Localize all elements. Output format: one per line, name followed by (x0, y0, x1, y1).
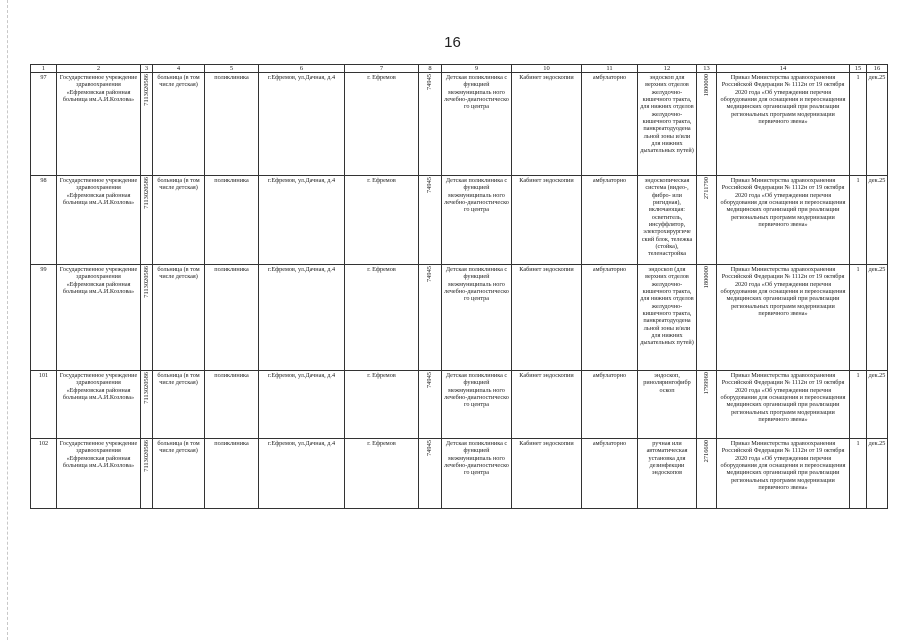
column-header: 8 (419, 65, 442, 73)
column-header: 7 (345, 65, 419, 73)
column-header: 3 (141, 65, 153, 73)
division-name: Детская поликлиника с функцией межмуниципаль ного лечебно-диагностическо го центра (442, 176, 512, 265)
price-cell (697, 439, 717, 509)
price: 2716600 (702, 440, 710, 463)
cabinet-name: Кабинет эндоскопии (512, 439, 582, 509)
organization-name: Государственное учреждение здравоохранения «Ефремовская районная больница им.А.И.Козлова» (57, 265, 141, 371)
org-code-cell (141, 371, 153, 439)
address: г.Ефремов, ул.Дачная, д.4 (259, 176, 345, 265)
org-code: 7113020586 (142, 177, 150, 209)
price-cell (697, 265, 717, 371)
okato-code: 74945 (426, 266, 434, 282)
table-row (31, 265, 888, 371)
organization-name: Государственное учреждение здравоохранения «Ефремовская районная больница им.А.И.Козлова» (57, 176, 141, 265)
row-number: 101 (31, 371, 57, 439)
equipment-name: эндоскоп, ринолярингофибр оскоп (638, 371, 697, 439)
unit-name: поликлиника (205, 73, 259, 176)
facility-type: больница (в том числе детская) (153, 439, 205, 509)
organization-name: Государственное учреждение здравоохранения «Ефремовская районная больница им.А.И.Козлова» (57, 439, 141, 509)
column-header: 1 (31, 65, 57, 73)
quantity: 1 (850, 73, 867, 176)
org-code-cell (141, 265, 153, 371)
unit-name: поликлиника (205, 176, 259, 265)
deadline: дек.25 (867, 371, 888, 439)
column-header: 9 (442, 65, 512, 73)
unit-name: поликлиника (205, 371, 259, 439)
unit-name: поликлиника (205, 439, 259, 509)
table-row (31, 371, 888, 439)
column-header: 2 (57, 65, 141, 73)
scan-edge-line (7, 0, 9, 640)
city: г. Ефремов (345, 176, 419, 265)
table-row (31, 439, 888, 509)
price: 1800000 (702, 266, 710, 289)
deadline: дек.25 (867, 265, 888, 371)
price-cell (697, 371, 717, 439)
regulatory-basis: Приказ Министерства здравоохранения Российской Федерации № 1112н от 19 октября 2020 года «Об утверждении перечня оборудования для оснащения и переоснащения медицинских организаций при реализации региональных программ модернизации первичного звена» (717, 73, 850, 176)
okato-code: 74945 (426, 177, 434, 193)
facility-type: больница (в том числе детская) (153, 176, 205, 265)
column-header: 14 (717, 65, 850, 73)
equipment-name: эндоскоп для верхних отделов желудочно-кишечного тракта, для нижних отделов желудочно-кишечного тракта, панкреатодуодена льной зоны и/или для нижних дыхательных путей) (638, 73, 697, 176)
address: г.Ефремов, ул.Дачная, д.4 (259, 73, 345, 176)
city: г. Ефремов (345, 371, 419, 439)
okato-cell (419, 73, 442, 176)
cabinet-name: Кабинет эндоскопии (512, 176, 582, 265)
header-row (31, 65, 888, 73)
care-mode: амбулаторно (582, 439, 638, 509)
column-header: 10 (512, 65, 582, 73)
org-code: 7113020586 (142, 74, 150, 106)
facility-type: больница (в том числе детская) (153, 73, 205, 176)
org-code-cell (141, 439, 153, 509)
page-number: 16 (444, 34, 461, 51)
cabinet-name: Кабинет эндоскопии (512, 371, 582, 439)
price: 2711790 (702, 177, 710, 200)
care-mode: амбулаторно (582, 371, 638, 439)
column-header: 15 (850, 65, 867, 73)
address: г.Ефремов, ул.Дачная, д.4 (259, 265, 345, 371)
deadline: дек.25 (867, 439, 888, 509)
okato-cell (419, 265, 442, 371)
cabinet-name: Кабинет эндоскопии (512, 265, 582, 371)
column-header: 16 (867, 65, 888, 73)
okato-code: 74945 (426, 440, 434, 456)
care-mode: амбулаторно (582, 265, 638, 371)
quantity: 1 (850, 176, 867, 265)
organization-name: Государственное учреждение здравоохранения «Ефремовская районная больница им.А.И.Козлова» (57, 371, 141, 439)
cabinet-name: Кабинет эндоскопии (512, 73, 582, 176)
quantity: 1 (850, 371, 867, 439)
city: г. Ефремов (345, 265, 419, 371)
city: г. Ефремов (345, 73, 419, 176)
table-row (31, 176, 888, 265)
org-code: 7113020586 (142, 266, 150, 298)
deadline: дек.25 (867, 176, 888, 265)
equipment-name: ручная или автоматическая установка для дезинфекции эндоскопов (638, 439, 697, 509)
quantity: 1 (850, 265, 867, 371)
column-header: 11 (582, 65, 638, 73)
org-code: 7113020586 (142, 372, 150, 404)
org-code-cell (141, 73, 153, 176)
okato-cell (419, 439, 442, 509)
column-header: 12 (638, 65, 697, 73)
regulatory-basis: Приказ Министерства здравоохранения Российской Федерации № 1112н от 19 октября 2020 года «Об утверждении перечня оборудования для оснащения и переоснащения медицинских организаций при реализации региональных программ модернизации первичного звена» (717, 439, 850, 509)
equipment-name: эндоскопическая система (видео-, фибро- или ригидная), включающая: осветитель, инсуффлятор, электрохирургиче ский блок, тележка (стойка), теленастройка (638, 176, 697, 265)
okato-cell (419, 176, 442, 265)
column-header: 5 (205, 65, 259, 73)
division-name: Детская поликлиника с функцией межмуниципаль ного лечебно-диагностическо го центра (442, 265, 512, 371)
table-row (31, 73, 888, 176)
regulatory-basis: Приказ Министерства здравоохранения Российской Федерации № 1112н от 19 октября 2020 года «Об утверждении перечня оборудования для оснащения и переоснащения медицинских организаций при реализации региональных программ модернизации первичного звена» (717, 265, 850, 371)
address: г.Ефремов, ул.Дачная, д.4 (259, 439, 345, 509)
price-cell (697, 176, 717, 265)
equipment-name: эндоскоп (для верхних отделов желудочно-кишечного тракта, для нижних отделов желудочно-кишечного тракта, панкреатодуодена льной зоны и/или для нижних дыхательных путей) (638, 265, 697, 371)
price-cell (697, 73, 717, 176)
facility-type: больница (в том числе детская) (153, 265, 205, 371)
organization-name: Государственное учреждение здравоохранения «Ефремовская районная больница им.А.И.Козлова» (57, 73, 141, 176)
equipment-table (30, 64, 888, 509)
city: г. Ефремов (345, 439, 419, 509)
regulatory-basis: Приказ Министерства здравоохранения Российской Федерации № 1112н от 19 октября 2020 года «Об утверждении перечня оборудования для оснащения и переоснащения медицинских организаций при реализации региональных программ модернизации первичного звена» (717, 176, 850, 265)
division-name: Детская поликлиника с функцией межмуниципаль ного лечебно-диагностическо го центра (442, 371, 512, 439)
deadline: дек.25 (867, 73, 888, 176)
column-header: 4 (153, 65, 205, 73)
address: г.Ефремов, ул.Дачная, д.4 (259, 371, 345, 439)
okato-cell (419, 371, 442, 439)
regulatory-basis: Приказ Министерства здравоохранения Российской Федерации № 1112н от 19 октября 2020 года «Об утверждении перечня оборудования для оснащения и переоснащения медицинских организаций при реализации региональных программ модернизации первичного звена» (717, 371, 850, 439)
org-code-cell (141, 176, 153, 265)
division-name: Детская поликлиника с функцией межмуниципаль ного лечебно-диагностическо го центра (442, 73, 512, 176)
org-code: 7113020586 (142, 440, 150, 472)
care-mode: амбулаторно (582, 73, 638, 176)
unit-name: поликлиника (205, 265, 259, 371)
okato-code: 74945 (426, 372, 434, 388)
division-name: Детская поликлиника с функцией межмуниципаль ного лечебно-диагностическо го центра (442, 439, 512, 509)
row-number: 97 (31, 73, 57, 176)
column-header: 13 (697, 65, 717, 73)
row-number: 102 (31, 439, 57, 509)
facility-type: больница (в том числе детская) (153, 371, 205, 439)
price: 1799960 (702, 372, 710, 395)
column-header: 6 (259, 65, 345, 73)
care-mode: амбулаторно (582, 176, 638, 265)
row-number: 98 (31, 176, 57, 265)
row-number: 99 (31, 265, 57, 371)
price: 1800000 (702, 74, 710, 97)
okato-code: 74945 (426, 74, 434, 90)
quantity: 1 (850, 439, 867, 509)
